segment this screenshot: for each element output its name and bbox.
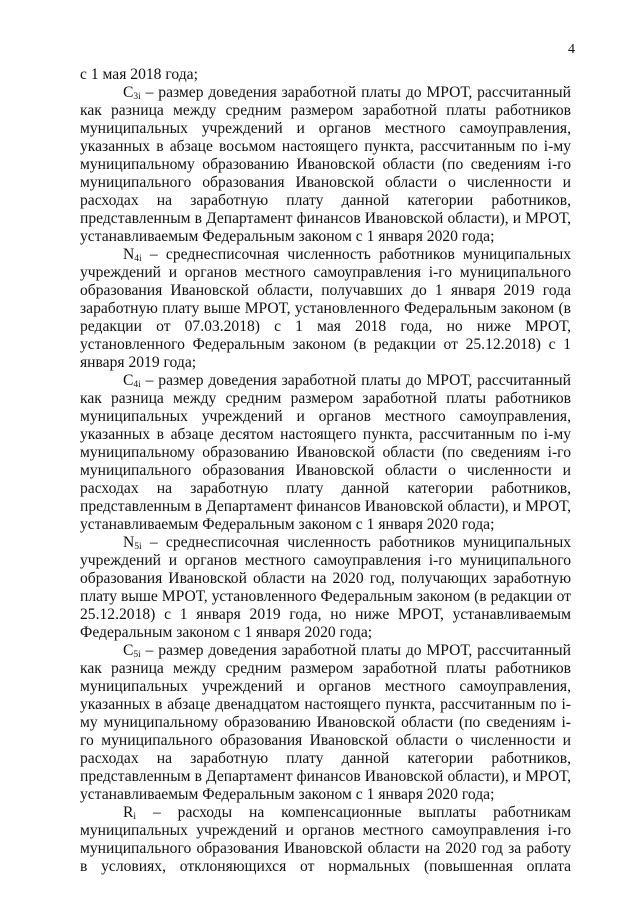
definition-n5i: [80, 534, 571, 642]
variable-symbol: C: [123, 372, 134, 389]
definition-text: – среднесписочная численность работников муниципальных учреждений и органов местного самоуправления i-го муниципального образования Ивановской области на 2020 год, получающих заработную плату выше МРОТ, установленного Федеральным законом (в редакции от 25.12.2018) с 1 января 2019 года, но ниже МРОТ, устанавливаемым Федеральным законом с 1 января 2020 года;: [80, 534, 571, 641]
variable-symbol: C: [123, 642, 134, 659]
definition-text: – размер доведения заработной платы до МРОТ, рассчитанный как разница между средним размером заработной платы работников муниципальных учреждений и органов местного самоуправления, указанных в абзаце восьмом настоящего пункта, рассчитанным по i-му муниципальному образованию Ивановской области (по сведениям i-го муниципального образования Ивановской области о численности и расходах на заработную плату данной категории работников, представленным в Департамент финансов Ивановской области), и МРОТ, устанавливаемым Федеральным законом с 1 января 2020 года;: [80, 84, 571, 245]
definition-text: – среднесписочная численность работников муниципальных учреждений и органов местного самоуправления i-го муниципального образования Ивановской области, получавших до 1 января 2019 года заработную плату выше МРОТ, установленного Федеральным законом (в редакции от 07.03.2018) с 1 мая 2018 года, но ниже МРОТ, установленного Федеральным законом (в редакции от 25.12.2018) с 1 января 2019 года;: [80, 246, 571, 371]
variable-subscript: 5i: [134, 542, 142, 552]
definition-c3i: [80, 84, 571, 246]
variable-subscript: 3i: [133, 92, 141, 102]
page-number: 4: [568, 42, 575, 57]
variable-symbol: C: [123, 84, 134, 101]
document-body: [80, 66, 571, 876]
definition-text: – размер доведения заработной платы до МРОТ, рассчитанный как разница между средним размером заработной платы работников муниципальных учреждений и органов местного самоуправления, указанных в абзаце десятом настоящего пункта, рассчитанным по i-му муниципальному образованию Ивановской области (по сведениям i-го муниципального образования Ивановской области о численности и расходах на заработную плату данной категории работников, представленным в Департамент финансов Ивановской области), и МРОТ, устанавливаемым Федеральным законом с 1 января 2020 года;: [80, 372, 571, 533]
paragraph-text: с 1 мая 2018 года;: [80, 66, 198, 83]
definition-text: – размер доведения заработной платы до МРОТ, рассчитанный как разница между средним размером заработной платы работников муниципальных учреждений и органов местного самоуправления, указанных в абзаце двенадцатом настоящего пункта, рассчитанным по i-му муниципальному образованию Ивановской области (по сведениям i-го муниципального образования Ивановской области о численности и расходах на заработную плату данной категории работников, представленным в Департамент финансов Ивановской области), и МРОТ, устанавливаемым Федеральным законом с 1 января 2020 года;: [80, 642, 571, 803]
variable-subscript: 4i: [134, 254, 142, 264]
variable-symbol: N: [123, 534, 135, 551]
variable-symbol: R: [123, 804, 134, 821]
definition-c4i: [80, 372, 571, 534]
variable-subscript: 4i: [133, 380, 141, 390]
definition-n4i: [80, 246, 571, 372]
definition-c5i: [80, 642, 571, 804]
paragraph-continuation: [80, 66, 571, 84]
variable-subscript: 5i: [133, 650, 141, 660]
definition-text: – расходы на компенсационные выплаты работникам муниципальных учреждений и органов местного самоуправления i-го муниципального образования Ивановской области на 2020 год за работу в условиях, отклоняющихся от нормальных (повышенная оплата: [80, 804, 571, 875]
variable-symbol: N: [123, 246, 135, 263]
variable-subscript: i: [133, 812, 137, 822]
definition-ri: [80, 804, 571, 876]
